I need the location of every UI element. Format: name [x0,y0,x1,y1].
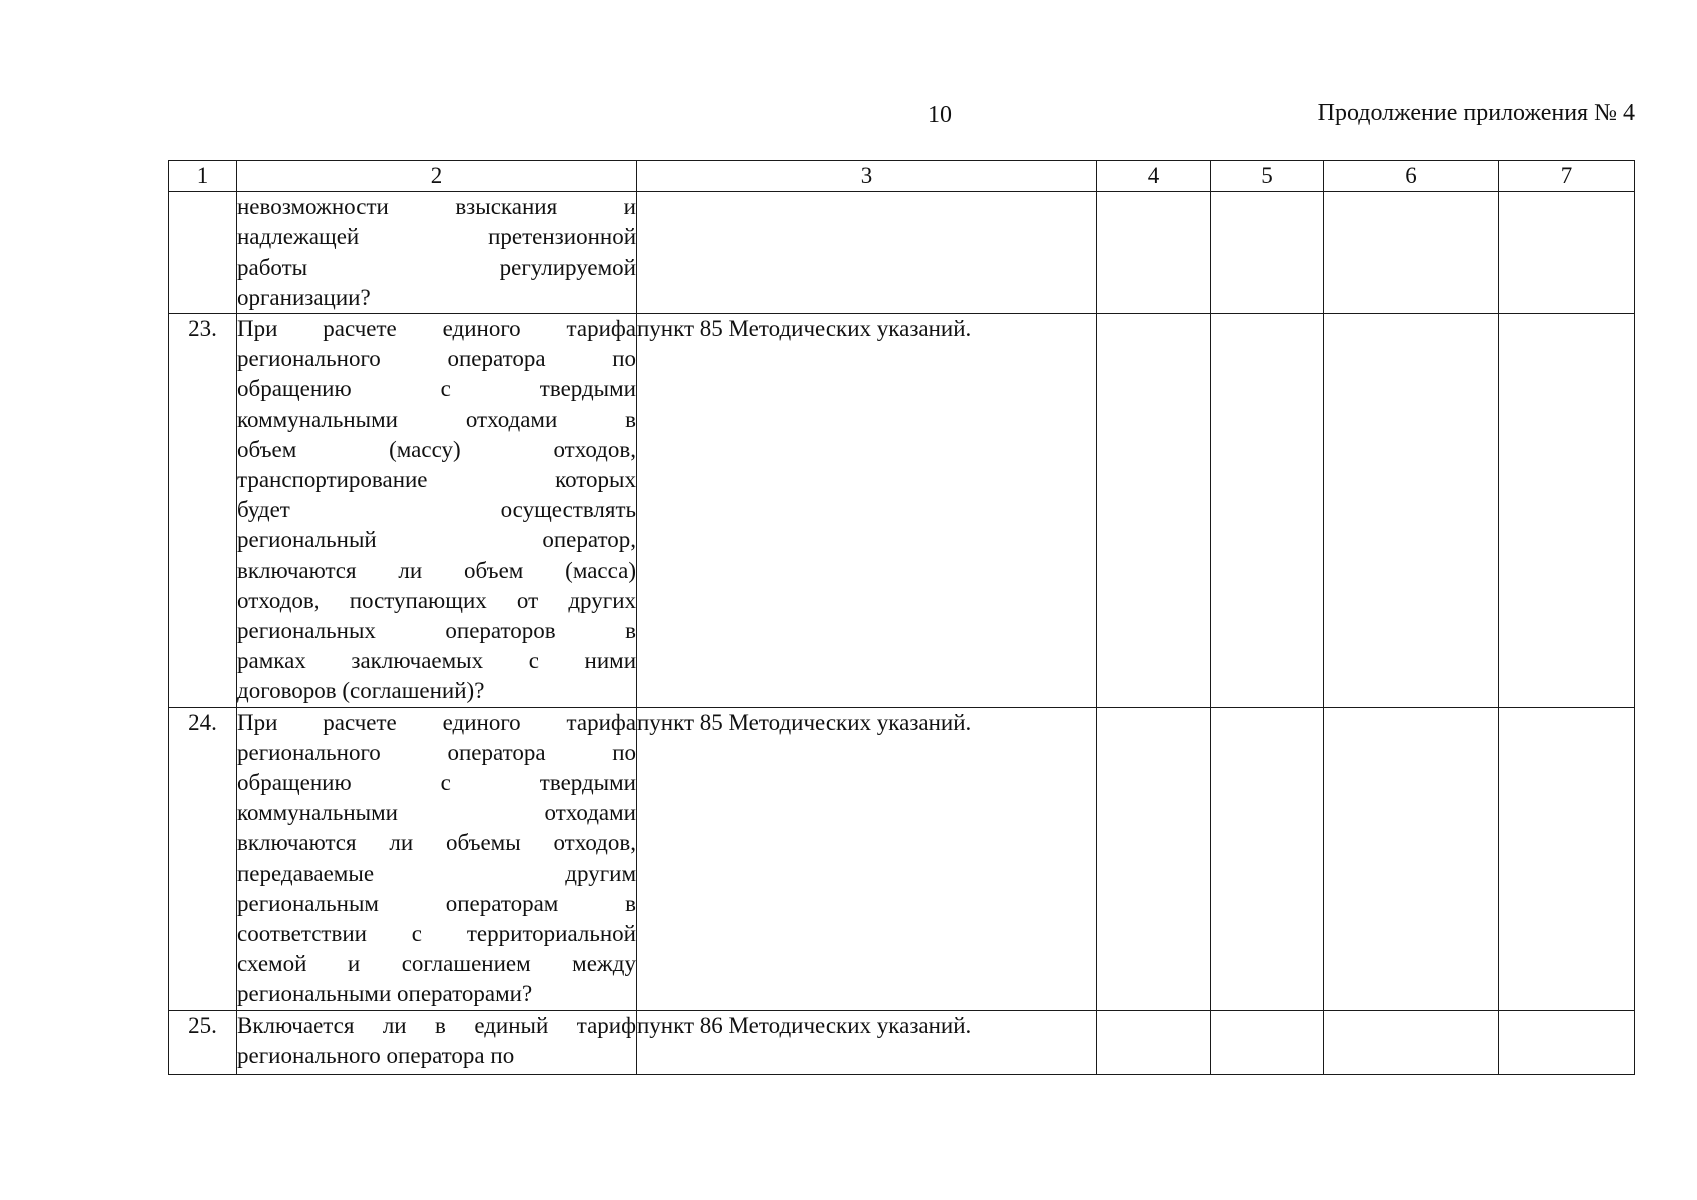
question-line: отходов, поступающих от других [237,587,636,613]
reference-cell: пункт 85 Методических указаний. [637,314,1097,708]
question-cell [237,314,637,708]
question-line: регионального оператора по [237,346,636,372]
question-line: соответствии с территориальной [237,921,636,947]
question-line: организации? [237,284,371,310]
empty-cell-col-7 [1499,707,1635,1010]
checklist-table [168,160,1635,1075]
empty-cell-col-5 [1211,192,1324,314]
question-line: обращению с твердыми [237,770,636,796]
table-row [169,707,1635,1010]
empty-cell-col-4 [1097,314,1211,708]
empty-cell-col-5 [1211,707,1324,1010]
question-line: невозможности взыскания и [237,194,636,220]
empty-cell-col-6 [1324,707,1499,1010]
question-line: передаваемые другим [237,860,636,886]
question-line: региональным операторам в [237,890,636,916]
question-line: При расчете единого тарифа [237,316,636,342]
column-header-1: 1 [169,161,237,192]
question-line: региональный оператор, [237,527,636,553]
empty-cell-col-5 [1211,1010,1324,1074]
appendix-continuation-label: Продолжение приложения № 4 [1317,100,1635,126]
empty-cell-col-6 [1324,192,1499,314]
column-header-4: 4 [1097,161,1211,192]
empty-cell-col-4 [1097,1010,1211,1074]
empty-cell-col-5 [1211,314,1324,708]
question-line: коммунальными отходами в [237,406,636,432]
column-header-row [169,161,1635,192]
question-cell [237,192,637,314]
question-line: обращению с твердыми [237,376,636,402]
column-header-5: 5 [1211,161,1324,192]
reference-cell: пункт 86 Методических указаний. [637,1010,1097,1074]
question-line: Включается ли в единый тариф [237,1012,636,1038]
empty-cell-col-7 [1499,1010,1635,1074]
row-number: 24. [169,707,237,1010]
column-header-2: 2 [237,161,637,192]
empty-cell-col-7 [1499,314,1635,708]
empty-cell-col-4 [1097,192,1211,314]
question-line: транспортирование которых [237,467,636,493]
question-line: коммунальными отходами [237,800,636,826]
question-line: рамках заключаемых с ними [237,648,636,674]
reference-cell [637,192,1097,314]
question-line: При расчете единого тарифа [237,709,636,735]
question-line: надлежащей претензионной [237,224,636,250]
row-number: 25. [169,1010,237,1074]
question-line: регионального оператора по [237,1042,515,1068]
question-line: региональными операторами? [237,981,533,1007]
reference-cell: пункт 85 Методических указаний. [637,707,1097,1010]
table-row [169,314,1635,708]
question-cell [237,1010,637,1074]
question-cell [237,707,637,1010]
empty-cell-col-6 [1324,314,1499,708]
empty-cell-col-6 [1324,1010,1499,1074]
page-number: 10 [928,102,952,128]
column-header-3: 3 [637,161,1097,192]
question-line: будет осуществлять [237,497,636,523]
column-header-7: 7 [1499,161,1635,192]
question-line: включаются ли объемы отходов, [237,830,636,856]
table-row [169,1010,1635,1074]
question-line: регионального оператора по [237,739,636,765]
empty-cell-col-4 [1097,707,1211,1010]
question-line: договоров (соглашений)? [237,678,485,704]
empty-cell-col-7 [1499,192,1635,314]
question-line: работы регулируемой [237,254,636,280]
question-line: схемой и соглашением между [237,951,636,977]
question-line: включаются ли объем (масса) [237,557,636,583]
column-header-6: 6 [1324,161,1499,192]
table-row [169,192,1635,314]
question-line: объем (массу) отходов, [237,436,636,462]
row-number [169,192,237,314]
question-line: региональных операторов в [237,618,636,644]
row-number: 23. [169,314,237,708]
